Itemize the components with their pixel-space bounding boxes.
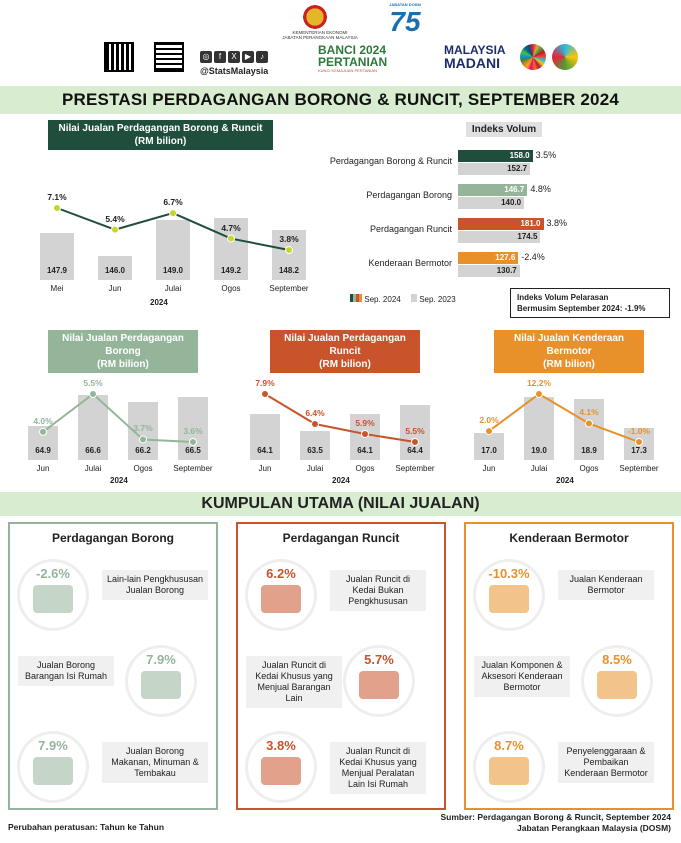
section-title: KUMPULAN UTAMA (NILAI JUALAN) [0,492,681,516]
volume-bar-2023: 174.5 [458,231,540,243]
x-icon[interactable]: X [228,51,240,63]
small-chart-title-text: Nilai Jualan Perdagangan Runcit [284,333,406,357]
social-handle: @StatsMalaysia [200,66,269,76]
youtube-icon[interactable]: ▶ [242,51,254,63]
item-illustration-icon [33,757,73,785]
bar-value-label: 147.9 [46,266,67,275]
item-description: Jualan Kenderaan Bermotor [558,570,654,600]
bar-value-label: 149.2 [220,266,241,275]
social-icons [200,46,270,76]
growth-label: 7.1% [47,192,67,202]
growth-point [286,247,293,254]
small-chart-plot [240,366,440,476]
item-circle [584,648,650,714]
volume-title: Indeks Volum [466,122,542,137]
growth-point [228,235,235,242]
growth-point [112,226,119,233]
growth-label: 3.7% [133,423,153,434]
growth-point [190,439,197,446]
x-tick-label: September [619,464,659,473]
small-chart-unit: (RM bilion) [97,359,149,370]
panel-title: Perdagangan Runcit [282,531,400,545]
volume-chart [300,148,681,283]
item-circle [346,648,412,714]
item-description: Jualan Runcit di Kedai Bukan Pengkhususan [330,570,426,611]
sdg-wheel-icon [520,44,546,70]
item-illustration-icon [489,757,529,785]
growth-line-svg [28,158,318,308]
item-percent: 3.8% [266,738,296,753]
header-logos [0,0,681,84]
growth-label: 3.6% [183,426,203,436]
growth-line [265,394,415,442]
item-circle [476,734,542,800]
footer-note: Perubahan peratusan: Tahun ke Tahun [8,822,165,832]
tiktok-icon[interactable]: ♪ [256,51,268,63]
growth-label: 5.9% [355,418,375,428]
item-illustration-icon [261,585,301,613]
volume-bar-2023: 140.0 [458,197,524,209]
bar-value-label: 148.2 [278,266,299,275]
growth-point [262,391,269,398]
volume-bar-2024: 146.7 [458,184,527,196]
item-illustration-icon [597,671,637,699]
panel-title: Perdagangan Borong [51,531,174,545]
growth-label: 3.8% [279,234,299,244]
bar-value-label: 17.0 [481,446,497,455]
growth-point [636,439,643,446]
volume-legend: Sep. 2024 Sep. 2023 [350,294,456,304]
item-percent: 6.2% [266,566,296,581]
volume-growth: 4.8% [530,184,551,194]
small-chart-kenderaan [464,330,664,488]
x-tick-label: Ogos [579,464,599,473]
growth-point [536,391,543,398]
growth-point [586,420,593,427]
item-percent: 5.7% [364,652,394,667]
bar-value-label: 18.9 [581,446,597,455]
growth-label: 4.0% [33,415,53,426]
bar-value-label: 64.4 [407,446,423,455]
x-tick-label: Jun [36,464,50,473]
volume-bar-2024: 158.0 [458,150,533,162]
growth-label: 7.9% [255,378,275,388]
facebook-icon[interactable]: f [214,51,226,63]
item-illustration-icon [359,671,399,699]
x-tick-label: Mei [50,284,64,293]
item-percent: 8.7% [494,738,524,753]
volume-row-label: Perdagangan Runcit [369,224,452,234]
x-tick-label: September [395,464,435,473]
x-tick-label: Jun [108,284,122,293]
x-tick-label: Julai [164,284,182,293]
item-description: Jualan Runcit di Kedai Khusus yang Menjual Peralatan Lain Isi Rumah [330,742,426,794]
small-chart-unit: (RM bilion) [319,359,371,370]
x-tick-label: Julai [530,464,548,473]
growth-line-svg [240,366,440,476]
volume-row-label: Perdagangan Borong [366,190,452,200]
footer-source: Sumber: Perdagangan Borong & Runcit, September 2024 Jabatan Perangkaan Malaysia (DOSM) [440,812,671,833]
malaysia-madani-logo: MALAYSIA MADANI [444,43,506,71]
growth-point [362,431,369,438]
small-chart-year: 2024 [110,476,128,485]
qr-code-2[interactable] [154,42,184,72]
bar-value-label: 64.1 [357,446,373,455]
item-circle [248,562,314,628]
volume-growth: -2.4% [521,252,545,262]
growth-label: 12.2% [526,378,552,388]
growth-point [486,428,493,435]
small-chart-runcit [240,330,440,488]
item-circle [248,734,314,800]
small-chart-title-text: Nilai Jualan Perdagangan Borong [62,333,184,357]
growth-label: 6.4% [305,408,325,418]
volume-row-label: Perdagangan Borong & Runcit [329,156,452,166]
growth-line-svg [18,366,218,476]
small-chart-title-text: Nilai Jualan Kenderaan Bermotor [513,333,625,357]
bar-value-label: 149.0 [162,266,183,275]
item-description: Jualan Runcit di Kedai Khusus yang Menjual Barangan Lain [246,656,342,708]
x-tick-label: Ogos [355,464,375,473]
volume-bar-2023: 152.7 [458,163,530,175]
item-percent: -2.6% [36,566,70,581]
bar-value-label: 66.5 [185,446,201,455]
bar-value-label: 64.9 [35,446,51,455]
dosm-75-logo: JABATAN DOSM 75 [389,2,421,37]
item-description: Jualan Borong Barangan Isi Rumah [18,656,114,686]
category-panel [236,522,446,810]
small-chart-unit: (RM bilion) [543,359,595,370]
item-circle [476,562,542,628]
growth-label: 5.5% [405,426,425,436]
growth-label: -1.0% [627,426,651,436]
bar-value-label: 17.3 [631,446,647,455]
item-circle [128,648,194,714]
small-chart-plot [464,366,664,476]
small-chart-year: 2024 [556,476,574,485]
item-circle [20,734,86,800]
growth-label: 5.5% [83,378,103,388]
growth-point [90,391,97,398]
small-chart-borong [18,330,218,488]
growth-point [54,205,61,212]
category-panel [464,522,674,810]
item-illustration-icon [33,585,73,613]
growth-line-svg [464,366,664,476]
growth-line [489,394,639,442]
x-tick-label: September [173,464,213,473]
main-chart [28,158,318,308]
volume-growth: 3.5% [535,150,557,160]
bar-value-label: 66.6 [85,446,101,455]
volume-bar-2023: 130.7 [458,265,520,277]
small-chart-year: 2024 [332,476,350,485]
small-chart-plot [18,366,218,476]
qr-code-1[interactable] [104,42,134,72]
item-description: Penyelenggaraan & Pembaikan Kenderaan Bermotor [558,742,654,783]
growth-label: 4.1% [579,407,599,418]
growth-point [412,439,419,446]
x-tick-label: Ogos [221,284,241,293]
item-percent: 7.9% [146,652,176,667]
bar-value-label: 146.0 [104,266,125,275]
item-circle [20,562,86,628]
bar-value-label: 19.0 [531,446,547,455]
bar-value-label: 63.5 [307,446,323,455]
growth-line [43,394,193,442]
panel-title: Kenderaan Bermotor [509,531,629,545]
volume-growth: 3.8% [546,218,568,228]
x-tick-label: Julai [84,464,102,473]
volume-row-label: Kenderaan Bermotor [368,258,452,268]
growth-point [40,428,47,435]
x-tick-label: Jun [482,464,496,473]
growth-point [170,210,177,217]
item-illustration-icon [489,585,529,613]
growth-label: 6.7% [163,197,183,208]
x-tick-label: Ogos [133,464,153,473]
item-description: Jualan Borong Makanan, Minuman & Tembakau [102,742,208,783]
sdg-goals-icon [552,44,578,70]
item-percent: -10.3% [488,566,530,581]
item-description: Jualan Komponen & Aksesori Kenderaan Bermotor [474,656,570,697]
x-tick-label: Julai [306,464,324,473]
volume-note: Indeks Volum Pelarasan Bermusim September 2024: -1.9% [510,288,670,318]
growth-label: 5.4% [105,213,125,224]
x-tick-label: September [269,284,309,293]
main-chart-title: Nilai Jualan Perdagangan Borong & Runcit (RM bilion) [48,120,273,150]
malaysia-crest-icon [298,4,332,30]
main-chart-year: 2024 [150,298,168,307]
ministry-name: KEMENTERIAN EKONOMI JABATAN PERANGKAAN MALAYSIA [282,30,358,40]
growth-point [312,421,319,428]
growth-label: 4.7% [221,222,241,233]
growth-label: 2.0% [479,415,499,426]
banci-pertanian-logo: BANCI 2024 PERTANIAN KUNCI KEMAJUAN PERTANIAN [318,43,388,73]
item-illustration-icon [261,757,301,785]
item-illustration-icon [141,671,181,699]
item-description: Lain-lain Pengkhususan Jualan Borong [102,570,208,600]
bar-value-label: 64.1 [257,446,273,455]
volume-bar-2024: 181.0 [458,218,544,230]
instagram-icon[interactable]: ◎ [200,51,212,63]
category-panel [8,522,218,810]
bar-value-label: 66.2 [135,446,151,455]
x-tick-label: Jun [258,464,272,473]
page-title: PRESTASI PERDAGANGAN BORONG & RUNCIT, SEPTEMBER 2024 [0,86,681,114]
growth-point [140,436,147,443]
item-percent: 7.9% [38,738,68,753]
item-percent: 8.5% [602,652,632,667]
volume-bar-2024: 127.6 [458,252,518,264]
